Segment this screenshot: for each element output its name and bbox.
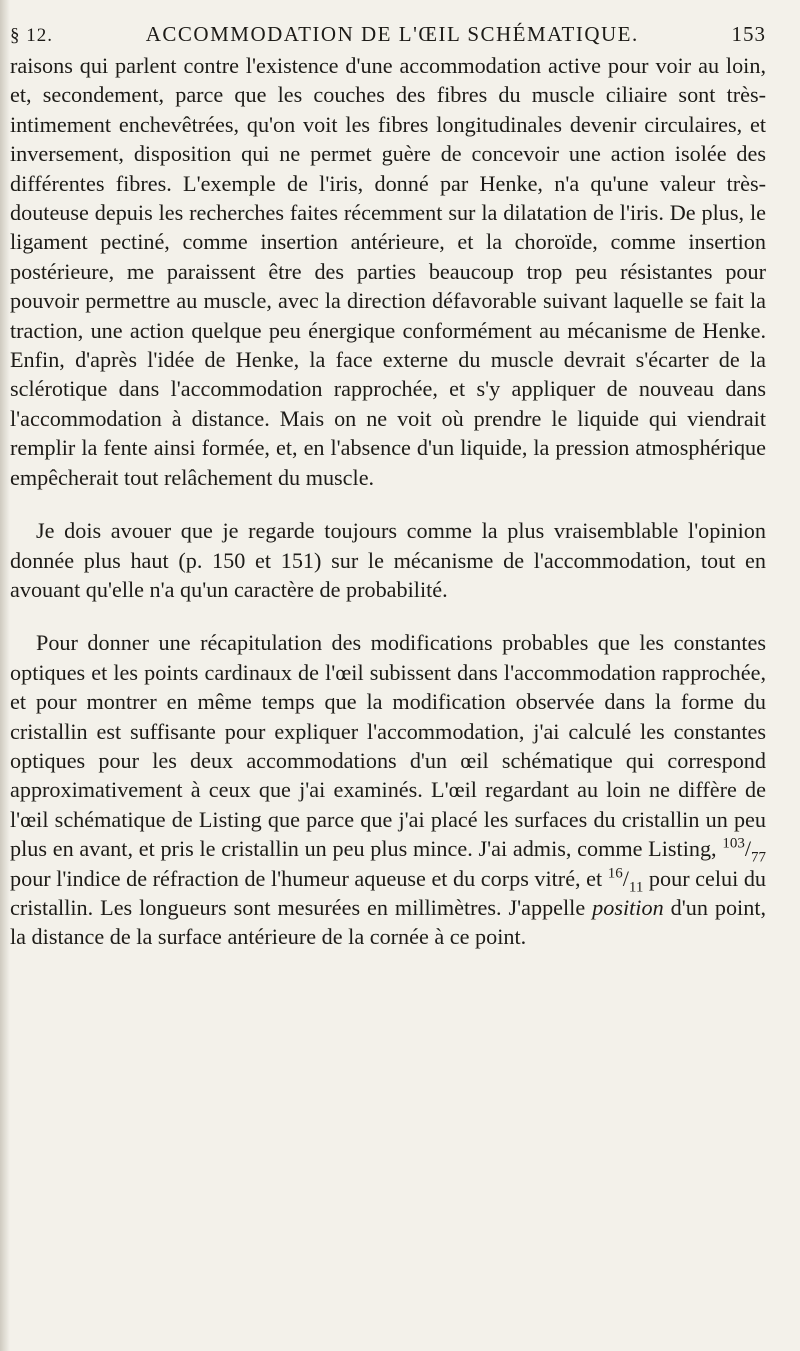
paragraph-3-part-3: pour celui du cristallin. Les longueurs sont mesurées en millimètres. J'appelle [10, 865, 767, 920]
fraction-2-numerator: 16 [607, 865, 623, 882]
fraction-2-denominator: 11 [628, 879, 644, 895]
fraction-1-numerator: 103 [722, 835, 745, 852]
paragraph-gap [10, 492, 766, 516]
fraction-1-denominator: 77 [751, 849, 767, 866]
page-number: 153 [731, 22, 766, 46]
paragraph-3-part-2: pour l'indice de réfraction de l'humeur aqueuse et du corps vitré, et [10, 865, 603, 891]
binding-shadow [0, 0, 10, 1351]
section-number: § 12. [10, 25, 53, 46]
paragraph-1: raisons qui parlent contre l'existence d'une accommodation active pour voir au loin, et, secondement, parce que les couches des fibres du muscle ciliaire sont très-intimement enchevêtrées, qu'on voit les fibres longitudinales devenir circulaires, et inversement, disposition qui ne permet guère de concevoir une action isolée des différentes fibres. L'exemple de l'iris, donné par Henke, n'a qu'une valeur très-douteuse depuis les recherches faites récemment sur la dilatation de l'iris. De plus, le ligament pectiné, comme insertion antérieure, et la choroïde, comme insertion postérieure, me paraissent être des parties beaucoup trop peu résistantes pour pouvoir permettre au muscle, avec la direction défavorable suivant laquelle se fait la traction, une action quelque peu énergique conformément au mécanisme de Henke. Enfin, d'après l'idée de Henke, la face externe du muscle devrait s'écarter de la sclérotique dans l'accommodation rapprochée, et s'y appliquer de nouveau dans l'accommodation à distance. Mais on ne voit où prendre le liquide qui viendrait remplir la fente ainsi formée, et, en l'absence d'un liquide, la pression atmosphérique empêcherait tout relâchement du muscle. [10, 53, 766, 490]
running-header [10, 22, 766, 47]
italic-term: position [592, 894, 664, 920]
paragraph-3-part-4: d'un point, la distance de la surface antérieure de la cornée à ce point. [10, 894, 767, 950]
running-title: ACCOMMODATION DE L'ŒIL SCHÉMATIQUE. [145, 22, 639, 46]
paragraph-gap [10, 604, 766, 628]
paragraph-3: Pour donner une récapitulation des modifications probables que les constantes optiques et les points cardinaux de l'œil subissent dans l'accommodation rapprochée, et pour montrer en même temps que la modification observée dans la forme du cristallin est suffisante pour expliquer l'accommodation, j'ai calculé les constantes optiques pour les deux accommodations d'un œil schématique qui correspond approximativement à ceux que j'ai examinés. L'œil regardant au loin ne diffère de l'œil schématique de Listing que parce que j'ai placé les surfaces du cristallin un peu plus en avant, et pris le cristallin un peu plus mince. J'ai admis, comme Listing, $^{103}/_{77}$ pour l'indice de réfraction de l'humeur aqueuse et du corps vitré, et $^{16}/_{11}$ pour celui du cristallin. Les longueurs sont mesurées en millimètres. J'appelle position d'un point, la distance de la surface antérieure de la cornée à ce point. [10, 630, 767, 950]
paragraph-2: Je dois avouer que je regarde toujours comme la plus vraisemblable l'opinion donnée plus haut (p. 150 et 151) sur le mécanisme de l'accommodation, tout en avouant qu'elle n'a qu'un caractère de probabilité. [10, 518, 766, 602]
paragraph-3-part-1: Pour donner une récapitulation des modifications probables que les constantes optiques et les points cardinaux de l'œil subissent dans l'accommodation rapprochée, et pour montrer en même temps que la modification observée dans la forme du cristallin est suffisante pour expliquer l'accommodation, j'ai calculé les constantes optiques pour les deux accommodations d'un œil schématique qui correspond approximativement à ceux que j'ai examinés. L'œil regardant au loin ne diffère de l'œil schématique de Listing que parce que j'ai placé les surfaces du cristallin un peu plus en avant, et pris le cristallin un peu plus mince. J'ai admis, comme Listing, [10, 630, 766, 862]
